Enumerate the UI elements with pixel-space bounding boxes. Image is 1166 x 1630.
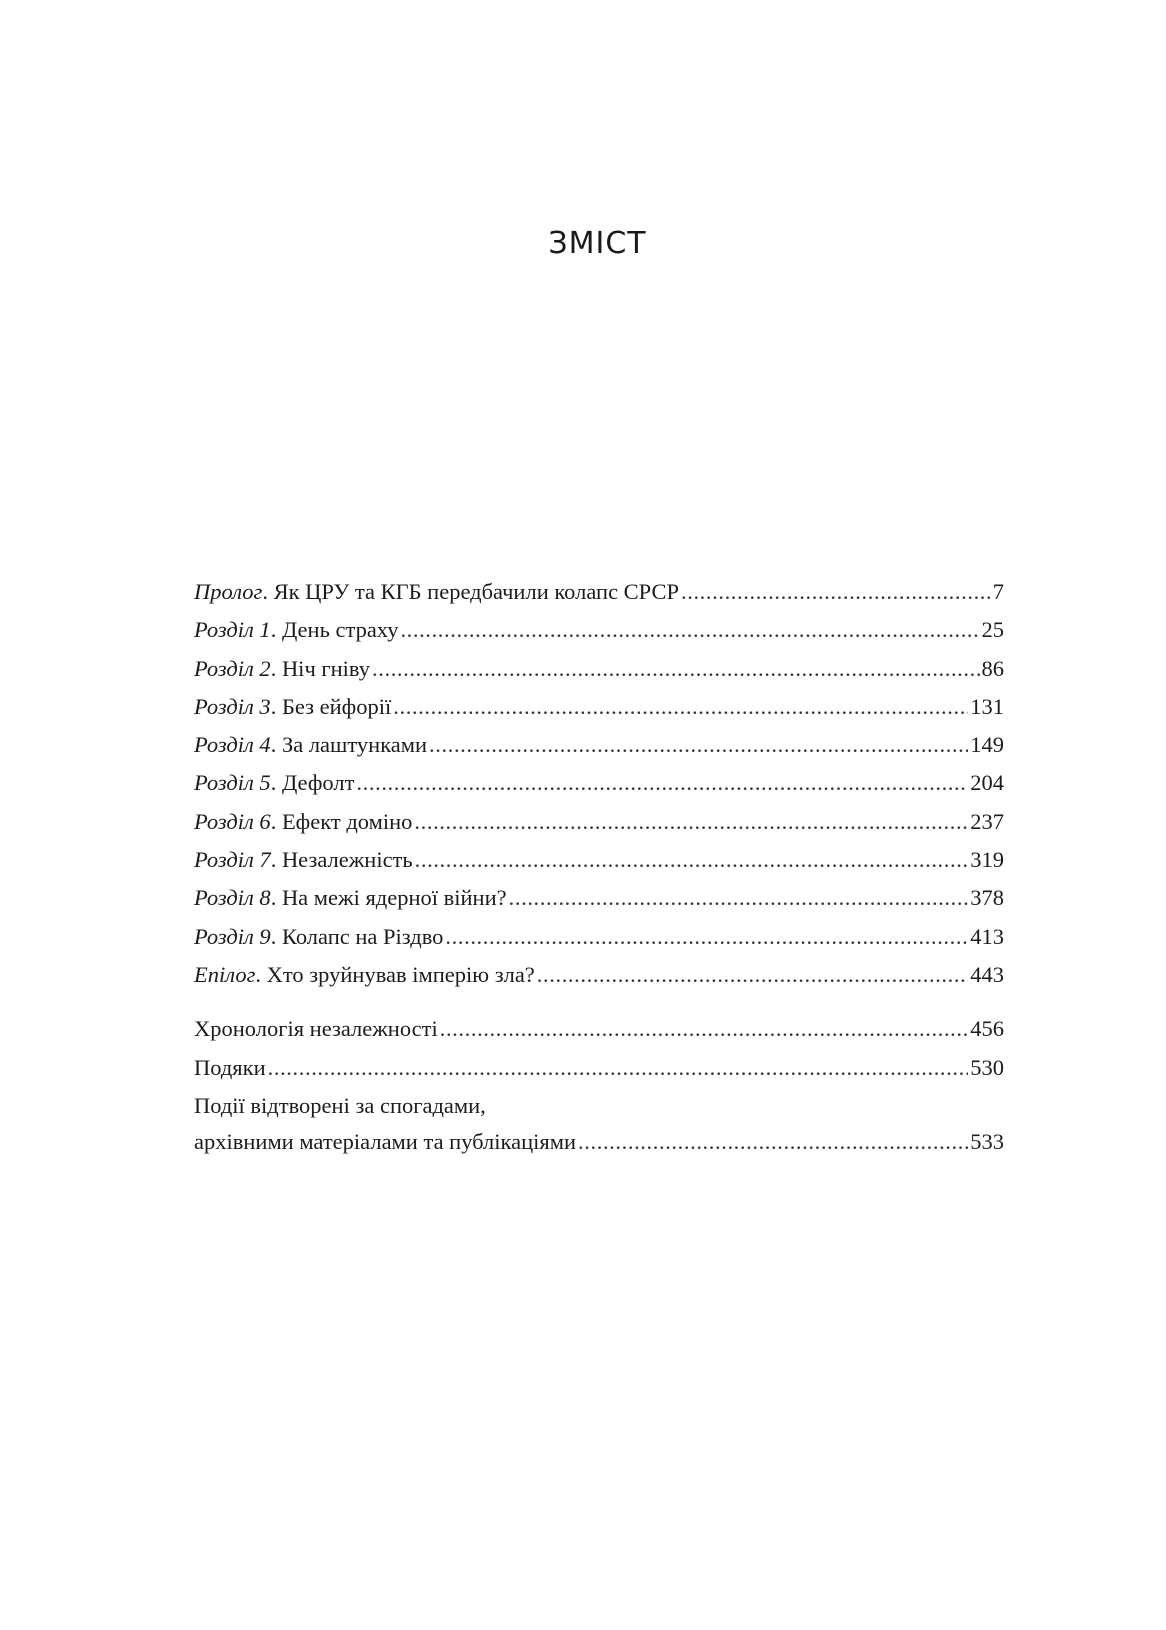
toc-entry-chapter-5[interactable]: Розділ 5. Дефолт ..... 204 xyxy=(194,764,1004,802)
appendix-list xyxy=(194,1010,1004,1159)
page-number: 530 xyxy=(970,1054,1004,1080)
entry-title: Як ЦРУ та КГБ передбачили колапс СРСР xyxy=(273,579,679,604)
page-number: 149 xyxy=(970,732,1004,758)
dot-leader xyxy=(356,764,968,802)
dot-leader xyxy=(681,573,991,611)
entry-label: Розділ 6 xyxy=(194,808,271,834)
toc-entry-chapter-8[interactable]: Розділ 8. На межі ядерної війни? ..... 378 xyxy=(194,879,1004,917)
entry-title: Хронологія незалежності xyxy=(194,1016,438,1042)
entry-title: За лаштунками xyxy=(281,732,428,758)
page-number: 378 xyxy=(970,885,1004,911)
chapters-list xyxy=(194,573,1004,994)
toc-entry-chapter-6[interactable]: Розділ 6. Ефект доміно ..... 237 xyxy=(194,803,1004,841)
entry-title: Подяки xyxy=(194,1054,266,1080)
entry-label: Розділ 3 xyxy=(194,693,271,719)
page-number: 456 xyxy=(970,1016,1004,1042)
dot-leader xyxy=(393,688,968,726)
entry-label: Епілог xyxy=(194,961,256,987)
entry-label: Розділ 2 xyxy=(194,655,271,681)
dot-leader xyxy=(372,650,979,688)
toc-entry-prologue[interactable]: Пролог. Як ЦРУ та КГБ передбачили колапс СРСР ..... 7 xyxy=(194,573,1004,611)
entry-title: День страху xyxy=(281,617,399,643)
page-number: 7 xyxy=(992,579,1004,604)
page-number: 443 xyxy=(970,961,1004,987)
entry-title: На межі ядерної війни? xyxy=(281,885,507,911)
page-number: 86 xyxy=(981,655,1004,681)
entry-label: Розділ 5 xyxy=(194,770,271,796)
dot-leader xyxy=(440,1010,969,1048)
table-of-contents xyxy=(194,573,1004,1159)
entry-label: Розділ 4 xyxy=(194,732,271,758)
dot-leader xyxy=(429,726,968,764)
entry-title-line-1: Події відтворені за спогадами, xyxy=(194,1092,486,1118)
page-number: 237 xyxy=(970,808,1004,834)
page-title: ЗМІСТ xyxy=(548,226,647,261)
toc-entry-chronology[interactable] xyxy=(194,1010,1004,1048)
toc-entry-chapter-1[interactable]: Розділ 1. День страху ..... 25 xyxy=(194,611,1004,649)
toc-entry-sources[interactable] xyxy=(194,1089,1004,1159)
dot-leader xyxy=(445,918,968,956)
toc-entry-chapter-7[interactable]: Розділ 7. Незалежність ..... 319 xyxy=(194,841,1004,879)
entry-label: Розділ 9 xyxy=(194,923,271,949)
page-number: 533 xyxy=(970,1128,1004,1154)
page-number: 319 xyxy=(970,847,1004,873)
dot-leader xyxy=(268,1049,969,1087)
entry-label: Розділ 7 xyxy=(194,847,271,873)
page-number: 25 xyxy=(981,617,1004,643)
entry-title: Ніч гніву xyxy=(281,655,371,681)
entry-label: Розділ 8 xyxy=(194,885,271,911)
entry-title: Дефолт xyxy=(281,770,355,796)
toc-entry-epilogue[interactable]: Епілог. Хто зруйнував імперію зла? ..... 443 xyxy=(194,956,1004,994)
toc-entry-acknowledgements[interactable] xyxy=(194,1049,1004,1087)
dot-leader xyxy=(537,956,968,994)
dot-leader xyxy=(578,1125,968,1159)
toc-entry-chapter-4[interactable]: Розділ 4. За лаштунками ..... 149 xyxy=(194,726,1004,764)
dot-leader xyxy=(509,879,969,917)
entry-title-line-2: архівними матеріалами та публікаціями xyxy=(194,1128,577,1154)
entry-label: Пролог xyxy=(194,579,263,604)
page-number: 413 xyxy=(970,923,1004,949)
dot-leader xyxy=(414,803,968,841)
page-number: 204 xyxy=(970,770,1004,796)
entry-title: Незалежність xyxy=(281,847,413,873)
entry-title: Без ейфорії xyxy=(281,693,392,719)
entry-label: Розділ 1 xyxy=(194,617,271,643)
toc-entry-chapter-9[interactable]: Розділ 9. Колапс на Різдво ..... 413 xyxy=(194,918,1004,956)
dot-leader xyxy=(400,611,979,649)
entry-title: Колапс на Різдво xyxy=(281,923,444,949)
dot-leader xyxy=(415,841,969,879)
page-number: 131 xyxy=(970,693,1004,719)
toc-entry-chapter-3[interactable]: Розділ 3. Без ейфорії ..... 131 xyxy=(194,688,1004,726)
entry-title: Ефект доміно xyxy=(281,808,413,834)
toc-entry-chapter-2[interactable]: Розділ 2. Ніч гніву ..... 86 xyxy=(194,650,1004,688)
entry-title: Хто зруйнував імперію зла? xyxy=(266,961,535,987)
